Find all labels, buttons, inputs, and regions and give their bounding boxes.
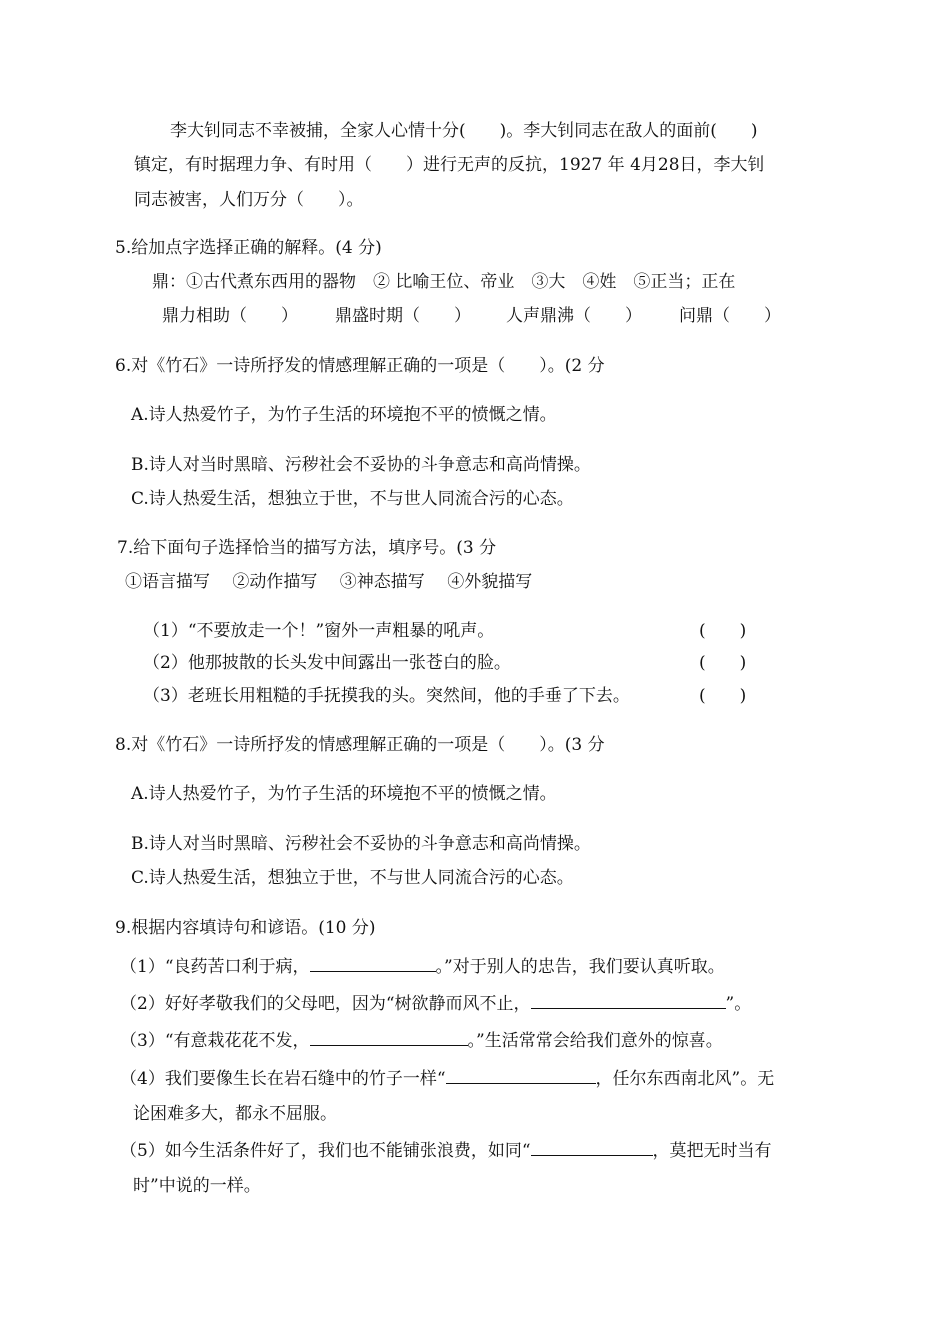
answer-blank: ( ) bbox=[699, 686, 747, 706]
fill-item-3-suffix: 。”生活常常会给我们意外的惊喜。 bbox=[467, 1031, 723, 1051]
fill-blank[interactable] bbox=[310, 954, 436, 972]
question-7-item: （1）“不要放走一个！”窗外一声粗暴的吼声。 bbox=[143, 621, 495, 641]
question-5-title: 5.给加点字选择正确的解释。(4 分) bbox=[115, 238, 382, 258]
fill-item-5-prefix: （5）如今生活条件好了，我们也不能铺张浪费，如同“ bbox=[120, 1141, 531, 1161]
passage-line-1: 李大钊同志不幸被捕，全家人心情十分( )。李大钊同志在敌人的面前( ) bbox=[170, 121, 758, 141]
question-5-item: 鼎力相助（ ） bbox=[162, 306, 298, 326]
question-8-option-b: B.诗人对当时黑暗、污秽社会不妥协的斗争意志和高尚情操。 bbox=[131, 834, 591, 854]
fill-item-4-continued: 论困难多大，都永不屈服。 bbox=[133, 1104, 337, 1124]
question-8-title: 8.对《竹石》一诗所抒发的情感理解正确的一项是（ ）。(3 分 bbox=[115, 735, 605, 755]
fill-blank[interactable] bbox=[531, 991, 726, 1009]
question-8-option-a: A.诗人热爱竹子，为竹子生活的环境抱不平的愤慨之情。 bbox=[131, 784, 557, 804]
question-6-option-b: B.诗人对当时黑暗、污秽社会不妥协的斗争意志和高尚情操。 bbox=[131, 455, 591, 475]
question-5-definitions: 鼎：①古代煮东西用的器物 ② 比喻王位、帝业 ③大 ④姓 ⑤正当；正在 bbox=[152, 272, 736, 292]
fill-item-4 bbox=[120, 1066, 774, 1091]
fill-item-3-prefix: （3）“有意栽花花不发， bbox=[120, 1031, 310, 1051]
fill-item-1-prefix: （1）“良药苦口利于病， bbox=[120, 957, 310, 977]
fill-item-5 bbox=[120, 1138, 772, 1163]
fill-item-3 bbox=[120, 1028, 723, 1053]
question-5-item: 鼎盛时期（ ） bbox=[335, 306, 471, 326]
fill-item-5-continued: 时”中说的一样。 bbox=[133, 1176, 261, 1196]
fill-item-2 bbox=[120, 991, 751, 1016]
fill-blank[interactable] bbox=[446, 1066, 596, 1084]
question-5-item: 问鼎（ ） bbox=[679, 306, 781, 326]
question-5-item: 人声鼎沸（ ） bbox=[506, 306, 642, 326]
question-7-title: 7.给下面句子选择恰当的描写方法，填序号。(3 分 bbox=[117, 538, 497, 558]
question-6-option-a: A.诗人热爱竹子，为竹子生活的环境抱不平的愤慨之情。 bbox=[131, 405, 557, 425]
question-7-item: （2）他那披散的长头发中间露出一张苍白的脸。 bbox=[143, 653, 511, 673]
question-7-methods: ①语言描写 ②动作描写 ③神态描写 ④外貌描写 bbox=[125, 572, 533, 592]
question-6-title: 6.对《竹石》一诗所抒发的情感理解正确的一项是（ ）。(2 分 bbox=[115, 356, 605, 376]
question-6-option-c: C.诗人热爱生活，想独立于世，不与世人同流合污的心态。 bbox=[131, 489, 574, 509]
question-7-item: （3）老班长用粗糙的手抚摸我的头。突然间，他的手垂了下去。 bbox=[143, 686, 630, 706]
fill-item-4-suffix: ，任尔东西南北风”。无 bbox=[595, 1069, 775, 1089]
passage-line-2: 镇定，有时据理力争、有时用（ ）进行无声的反抗，1927 年 4月28日，李大钊 bbox=[134, 155, 765, 175]
fill-item-2-prefix: （2）好好孝敬我们的父母吧，因为“树欲静而风不止， bbox=[120, 994, 531, 1014]
passage-line-3: 同志被害，人们万分（ ）。 bbox=[134, 190, 364, 210]
answer-blank: ( ) bbox=[699, 621, 747, 641]
fill-item-4-prefix: （4）我们要像生长在岩石缝中的竹子一样“ bbox=[120, 1069, 446, 1089]
fill-item-1 bbox=[120, 954, 725, 979]
fill-blank[interactable] bbox=[531, 1138, 653, 1156]
answer-blank: ( ) bbox=[699, 653, 747, 673]
fill-item-5-suffix: ，莫把无时当有 bbox=[652, 1141, 772, 1161]
question-9-title: 9.根据内容填诗句和谚语。(10 分) bbox=[115, 918, 376, 938]
fill-item-1-suffix: 。”对于别人的忠告，我们要认真听取。 bbox=[435, 957, 725, 977]
fill-item-2-suffix: ”。 bbox=[725, 994, 752, 1014]
question-8-option-c: C.诗人热爱生活，想独立于世，不与世人同流合污的心态。 bbox=[131, 868, 574, 888]
fill-blank[interactable] bbox=[310, 1028, 468, 1046]
